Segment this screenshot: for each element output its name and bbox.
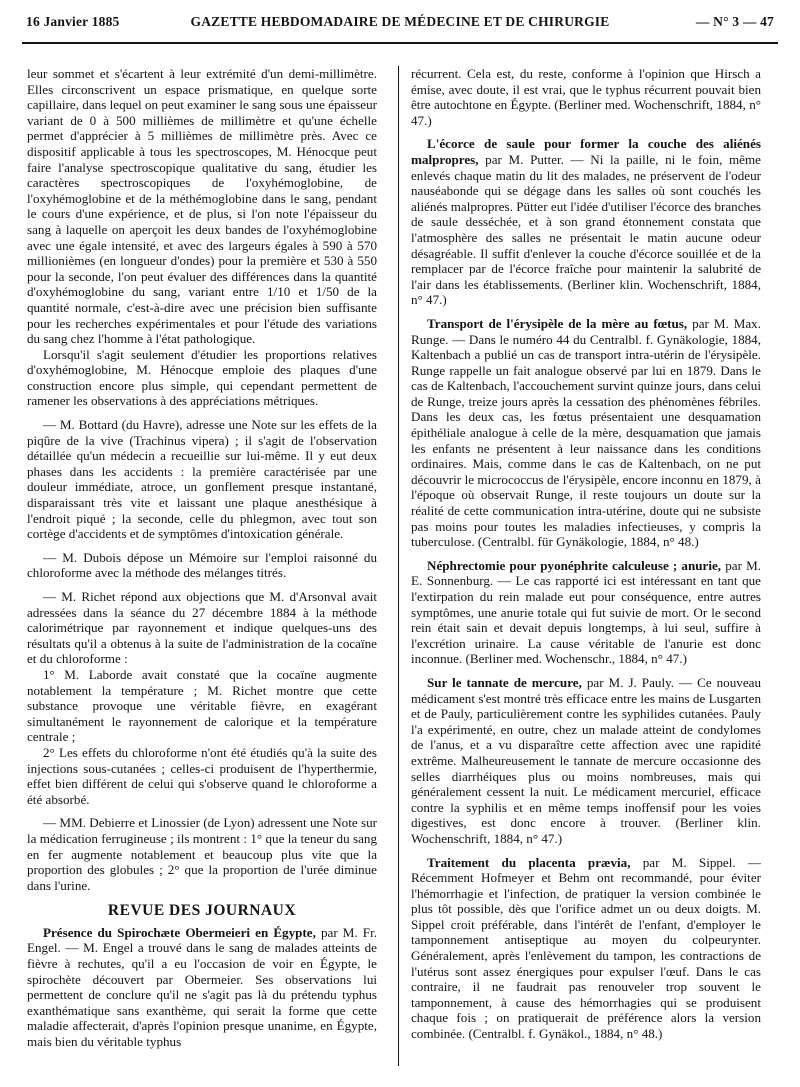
right-paragraph-1: récurrent. Cela est, du reste, conforme à l'opinion que Hirsch a émise, avec doute, il est vrai, que le typhus récurrent pouvait bien être autochtone en Égypte. (Berliner med. Wochenschrift, 1884, n° 47.) bbox=[411, 66, 761, 128]
article-placenta-praevia bbox=[411, 855, 761, 1042]
article-body: par M. Putter. — Ni la paille, ni le foin, même enlevés chaque matin du lit des malades, ne préservent de l'odeur nauséabonde qui se dégage dans les salles où sont couchés les aliénés malpropres. Pütter eut l'idée d'utiliser l'écorce des branches de saule desséchée, et à son grand étonnement constata que l'atmosphère des salles ne présentait le matin aucune odeur désagréable. Il suffit d'enlever la couche d'écorce souillée et de la remplacer par de l'écorce fraîche pour maintenir la salubrité de l'air dans les établissements. (Berliner klin. Wochenschrift, 1884, n° 47.) bbox=[411, 151, 761, 308]
left-column bbox=[27, 66, 377, 1050]
article-ecorce-saule bbox=[411, 136, 761, 308]
article-nephrectomie bbox=[411, 558, 761, 667]
article-heading: Traitement du placenta prævia, bbox=[427, 854, 631, 870]
left-paragraph-6: 1° M. Laborde avait constaté que la cocaïne augmente notablement la température ; M. Richet montre que cette substance provoque une véritable fièvre, en exagérant simultanément le rayonnement de calorique et la température centrale ; bbox=[27, 666, 377, 745]
left-paragraph-2: Lorsqu'il s'agit seulement d'étudier les proportions relatives d'oxyhémoglobine, M. Hénocque emploie des plaques d'une construction encore plus simple, qui cependant permettent de ramener les observations à des appréciations métriques. bbox=[27, 346, 377, 409]
right-column bbox=[411, 66, 761, 1042]
section-title: REVUE DES JOURNAUX bbox=[107, 902, 297, 920]
column-divider bbox=[398, 66, 399, 1066]
left-paragraph-3: — M. Bottard (du Havre), adresse une Note sur les effets de la piqûre de la vive (Trachinus vipera) ; il s'agit de l'observation détaillée qu'un médecin a recueillie sur lui-même. Il y eut deux phases dans les accidents : la première caractérisée par une douleur immédiate, atroce, un gonflement presque instantané, disparaissant très vite et laissant une plaque anesthésique à l'endroit piqué ; la seconde, celle du phlegmon, avec tout son cortège d'accidents et de symptômes d'intoxication générale. bbox=[27, 417, 377, 542]
article-body: par M. J. Pauly. — Ce nouveau médicament s'est montré très efficace entre les mains de Lusgarten et de Pauly, particulièrement contre les syphilides cutanées. Pauly l'a expérimenté, en outre, chez un malade atteint de condylomes de l'anus, et a vu disparaître cette affection avec une rapidité extrême. Malheureusement le tannate de mercure occasionne des selles diarrhéiques plus ou moins nombreuses, mais qui généralement cessent la nuit. Le médicament mercuriel, efficace contre la syphilis et en même temps inoffensif pour les voies digestives, est donc encore à trouver. (Berliner klin. Wochenschrift, 1884, n° 47.) bbox=[411, 674, 761, 846]
article-body: par M. Fr. Engel. — M. Engel a trouvé dans le sang de malades atteints de fièvre à rechutes, qu'il a eu l'occasion de voir en Égypte, le spirochète découvert par Obermeier. Ses observations lui permettent de conclure qu'il ne s'agit pas là du prétendu typhus exanthématique sans exanthème, qui serait la forme que cette maladie affecterait, d'après l'opinion presque unanime, en Égypte, mais bien du véritable typhus bbox=[27, 924, 377, 1050]
article-heading: L'écorce de saule pour former la couche des aliénés malpropres, bbox=[411, 136, 761, 167]
header-date: 16 Janvier 1885 bbox=[26, 14, 120, 29]
page-header bbox=[22, 8, 778, 44]
article-heading: Néphrectomie pour pyonéphrite calculeuse ; anurie, bbox=[427, 557, 722, 573]
article-heading: Sur le tannate de mercure, bbox=[427, 674, 582, 690]
left-paragraph-7: 2° Les effets du chloroforme n'ont été étudiés qu'à la suite des injections sous-cutanées ; celles-ci produisent de l'hyperthermie, effet bien différent de celui qui s'observe quand le chloroforme a été absorbé. bbox=[27, 744, 377, 807]
left-paragraph-5: — M. Richet répond aux objections que M. d'Arsonval avait adressées dans la séance du 27 décembre 1884 à la méthode calorimétrique par rayonnement et indique quelques-uns des résultats qu'il a obtenus à la suite de l'administration de la cocaïne et du chloroforme : bbox=[27, 589, 377, 667]
header-journal-title: GAZETTE HEBDOMADAIRE DE MÉDECINE ET DE CHIRURGIE bbox=[190, 14, 610, 29]
left-paragraph-1: leur sommet et s'écartent à leur extrémité d'un demi-millimètre. Elles circonscrivent un espace prismatique, en quelque sorte capillaire, dans lequel on peut examiner le sang sous une épaisseur variant de 0 à 500 millièmes de millimètre et qu'une échelle permet d'apprécier à 5 millièmes de millimètre près. Avec ce dispositif applicable à tous les spectroscopes, M. Hénocque peut faire l'analyse spectroscopique qualitative du sang, étudier les caractères spectroscopiques de l'oxyhémoglobine, de l'oxyhémoglobine et de la méthémoglobine dans le sang, pendant le cours d'une expérience, et de plus, si l'on note l'épaisseur du sang à laquelle on aperçoit les deux bandes de l'oxyhémoglobine avec une égale intensité, et avec des largeurs égales à 590 à 570 millionièmes (en longueur d'ondes) pour la première et 530 à 550 pour la seconde, l'on peut évaluer des différences dans la quantité d'oxyhémoglobine du sang, variant entre 1/10 et 1/50 de la quantité normale, c'est-à-dire avec une précision bien suffisante pour les recherches expérimentales et pour l'étude des variations du sang chez l'homme à l'état pathologique. bbox=[27, 66, 377, 347]
article-body: par M. Sippel. — Récemment Hofmeyer et Behm ont recommandé, pour éviter l'hémorrhagie et l'infection, de pratiquer la version combinée le plus tôt possible, dès que l'orifice admet un ou deux doigts. M. Sippel croit préférable, dans l'intérêt de l'enfant, d'employer le tamponnement antiseptique au moyen du colpeurynter. Généralement, après l'enlèvement du tampon, les contractions de l'utérus sont assez énergiques pour expulser l'œuf. Dans le cas contraire, il ne faudrait pas renouveler trop souvent le tamponnement, à cause des hémorrhagies qui se produisent chaque fois ; on pratiquerait de préférence alors la version combinée. (Centralbl. f. Gynäkol., 1884, n° 48.) bbox=[411, 854, 761, 1042]
article-body: par M. Max. Runge. — Dans le numéro 44 du Centralbl. f. Gynäkologie, 1884, Kaltenbach a publié un cas de transport intra-utérin de l'érysipèle. Runge rappelle un fait analogue observé par lui en 1879. Dans le cas de Kaltenbach, l'accouchement survint quinze jours, dans celui de Runge, treize jours après la cessation des phénomènes fébriles. Dans les deux cas, les fœtus présentaient une desquamation épithéliale analogue à celle de la mère, desquamation que jamais les enfants ne présentent à leur naissance dans les conditions ordinaires. Mais, comme dans le cas de Kaltenbach, on ne put découvrir le micrococcus de l'érysipèle, encore inconnu en 1879, à l'époque où observait Runge, il reste toujours un doute sur la réalité de cette communication intra-utérine, doute qui ne subsiste pas moins pour toutes les maladies infectieuses, y compris la tuberculose. (Centralbl. für Gynäkologie, 1884, n° 48.) bbox=[411, 315, 761, 550]
header-page-number: — N° 3 — 47 bbox=[695, 14, 774, 29]
article-tannate-mercure bbox=[411, 675, 761, 847]
article-body: par M. E. Sonnenburg. — Le cas rapporté ici est intéressant en tant que l'extirpation du rein malade eut pour conséquence, entre autres symptômes, une anurie totale qui fut suivie de mort. Or le second rein était sain et devait depuis longtemps, à lui seul, suffire à l'excrétion urinaire. La cause véritable de l'anurie est donc inconnue. (Berliner med. Wochenschr., 1884, n° 47.) bbox=[411, 557, 761, 667]
article-heading: Transport de l'érysipèle de la mère au fœtus, bbox=[427, 315, 688, 331]
left-paragraph-8: — MM. Debierre et Linossier (de Lyon) adressent une Note sur la médication ferrugineuse ; ils montrent : 1° que la teneur du sang en fer augmente notablement et beaucoup plus vite que la proportion des globules ; 2° que la proportion de l'urée diminue dans l'urine. bbox=[27, 815, 377, 893]
article-erysipele bbox=[411, 316, 761, 550]
left-paragraph-4: — M. Dubois dépose un Mémoire sur l'emploi raisonné du chloroforme avec la méthode des mélanges titrés. bbox=[27, 549, 377, 581]
article-heading: Présence du Spirochæte Obermeieri en Égypte, bbox=[43, 924, 316, 940]
article-spirochaete bbox=[27, 925, 377, 1050]
